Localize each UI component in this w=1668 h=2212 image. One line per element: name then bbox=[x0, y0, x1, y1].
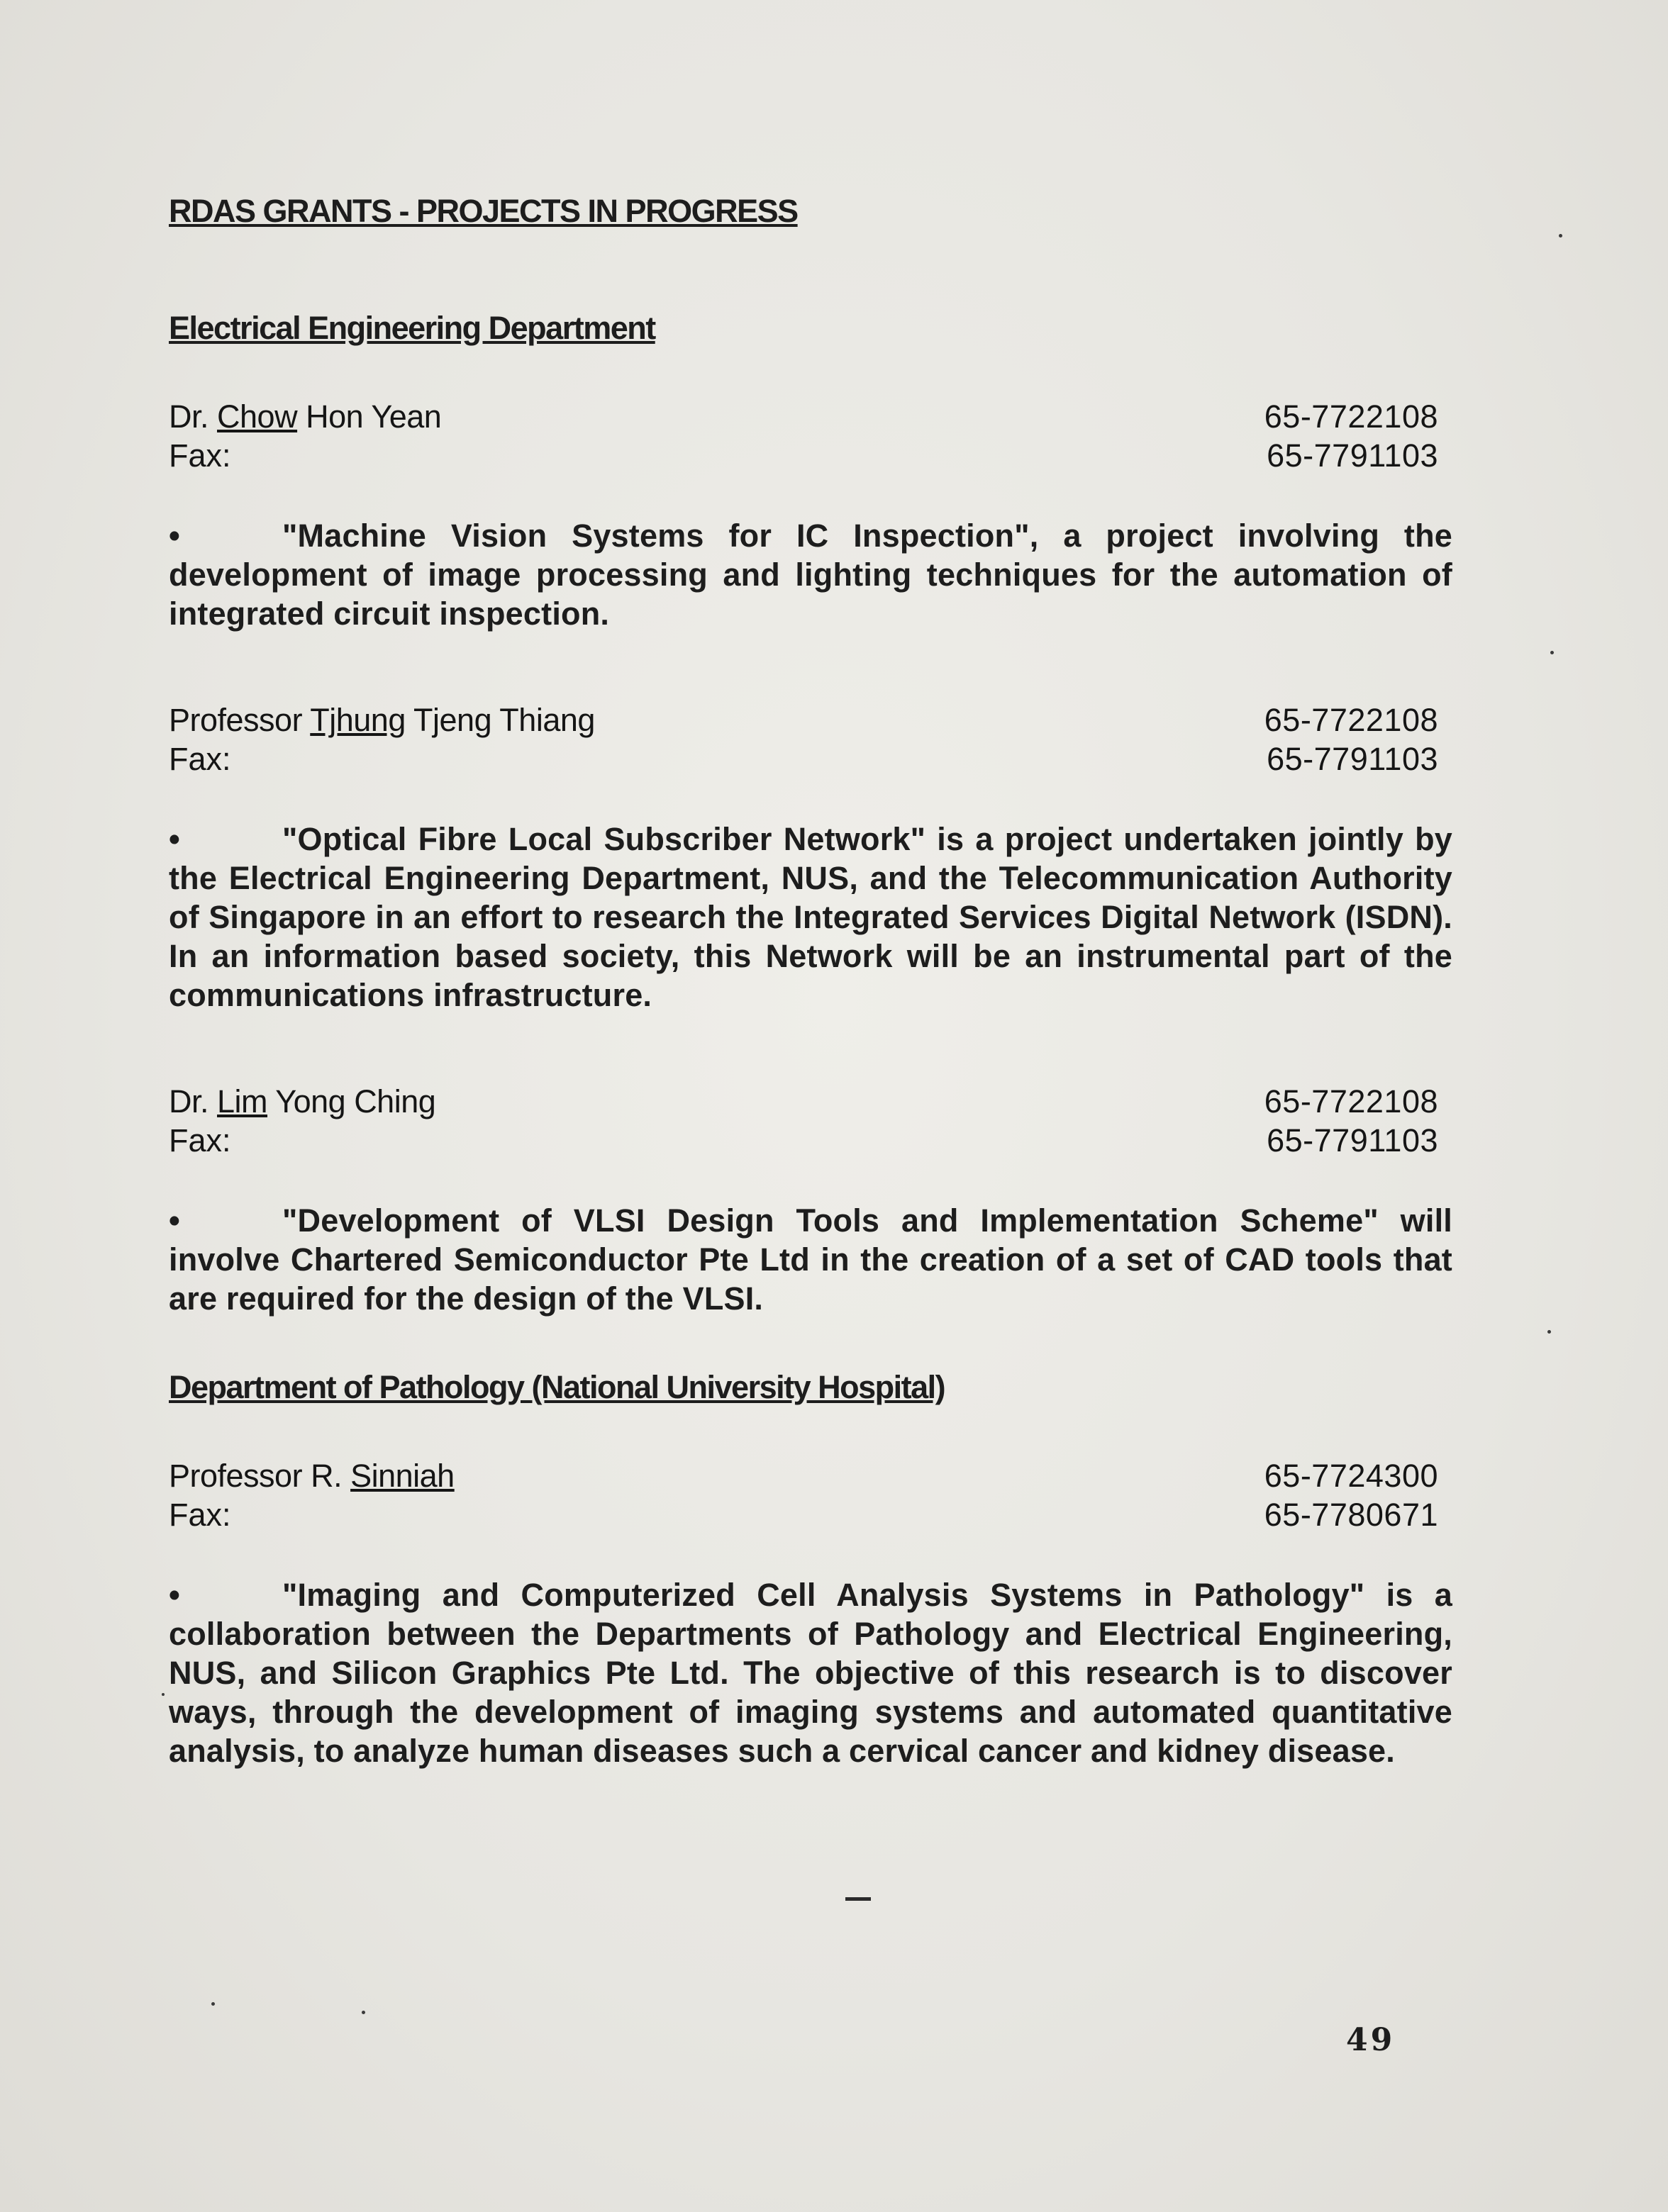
contact-chow bbox=[169, 397, 1452, 475]
fax-label: Fax: bbox=[169, 437, 231, 474]
scan-speck bbox=[1550, 651, 1554, 654]
contact-phone: 65-7724300 bbox=[1264, 1458, 1438, 1494]
contact-sinniah bbox=[169, 1456, 1452, 1534]
contact-fax: 65-7791103 bbox=[1267, 741, 1438, 777]
project-description: • "Development of VLSI Design Tools and Implementation Scheme" will involve Chartered Semiconductor Pte Ltd in the creation of a set of CAD tools that are required for the design of the VLSI. bbox=[169, 1202, 1452, 1317]
contact-name: Dr. Lim Yong Ching bbox=[169, 1083, 436, 1119]
contact-fax: 65-7791103 bbox=[1267, 437, 1438, 474]
project-description: • "Imaging and Computerized Cell Analysis Systems in Pathology" is a collaboration between the Departments of Pathology and Electrical Engineering, NUS, and Silicon Graphics Pte Ltd. The objective of this research is to discover ways, through the development of imaging systems and automated quantitative analysis, to analyze human diseases such a cervical cancer and kidney disease. bbox=[169, 1577, 1452, 1769]
bullet-marker: • bbox=[169, 1202, 180, 1239]
section-heading-pathology: Department of Pathology (National University Hospital) bbox=[169, 1369, 945, 1405]
scan-speck bbox=[1559, 234, 1562, 238]
bullet-marker: • bbox=[169, 518, 180, 554]
contact-name: Professor R. Sinniah bbox=[169, 1458, 455, 1494]
scan-speck bbox=[362, 2011, 365, 2014]
page-number: 49 bbox=[1346, 2022, 1396, 2058]
scan-speck bbox=[162, 1693, 165, 1696]
contact-name: Professor Tjhung Tjeng Thiang bbox=[169, 702, 595, 738]
contact-phone: 65-7722108 bbox=[1264, 702, 1438, 738]
fax-label: Fax: bbox=[169, 741, 231, 777]
bullet-marker: • bbox=[169, 821, 180, 857]
fax-label: Fax: bbox=[169, 1122, 231, 1158]
scan-speck bbox=[211, 2002, 215, 2006]
contact-name: Dr. Chow Hon Yean bbox=[169, 398, 442, 435]
bullet-marker: • bbox=[169, 1577, 180, 1613]
separator-dash bbox=[845, 1897, 871, 1901]
fax-label: Fax: bbox=[169, 1497, 231, 1533]
contact-fax: 65-7780671 bbox=[1264, 1497, 1438, 1533]
section-heading-electrical-engineering: Electrical Engineering Department bbox=[169, 310, 655, 346]
project-description: • "Optical Fibre Local Subscriber Network" is a project undertaken jointly by the Electrical Engineering Department, NUS, and the Telecommunication Authority of Singapore in an effort to research the Integrated Services Digital Network (ISDN). In an information based society, this Network will be an instrumental part of the communications infrastructure. bbox=[169, 821, 1452, 1013]
contact-fax: 65-7791103 bbox=[1267, 1122, 1438, 1158]
document-title: RDAS GRANTS - PROJECTS IN PROGRESS bbox=[169, 193, 798, 229]
contact-phone: 65-7722108 bbox=[1264, 1083, 1438, 1119]
scan-speck bbox=[1547, 1330, 1551, 1334]
document-content bbox=[169, 191, 1452, 1838]
contact-tjhung bbox=[169, 700, 1452, 778]
project-description: • "Machine Vision Systems for IC Inspection", a project involving the development of image processing and lighting techniques for the automation of integrated circuit inspection. bbox=[169, 518, 1452, 632]
contact-phone: 65-7722108 bbox=[1264, 398, 1438, 435]
contact-lim bbox=[169, 1082, 1452, 1160]
